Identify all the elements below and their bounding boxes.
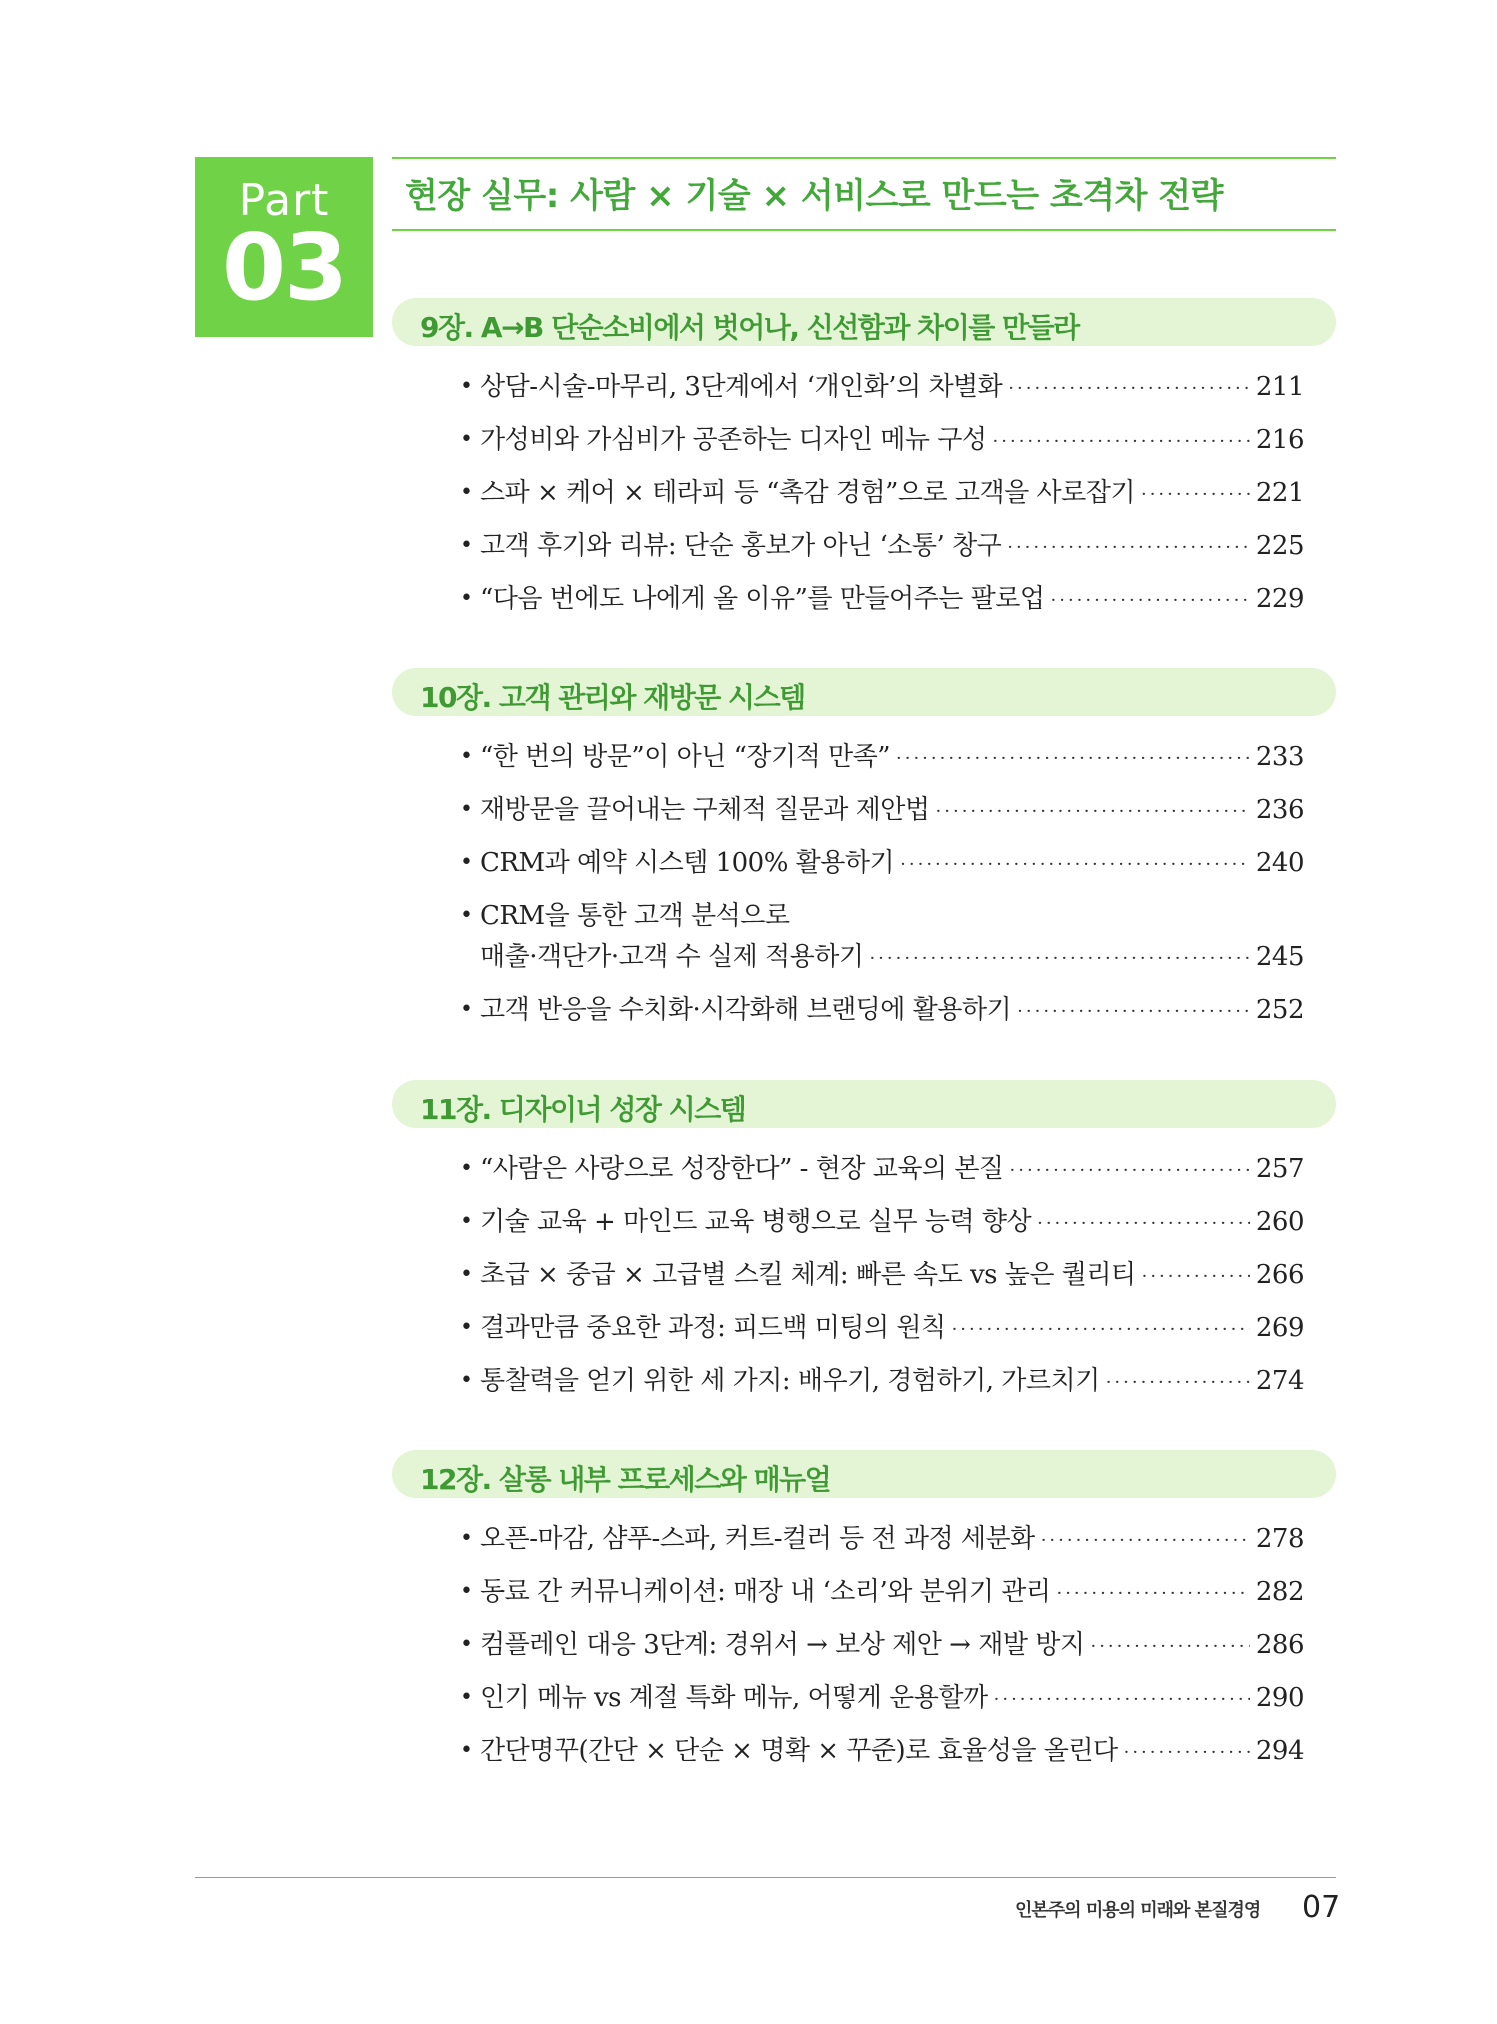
- dot-leader: [869, 944, 1249, 974]
- entry-page: 236: [1255, 795, 1304, 825]
- entry-page: 260: [1255, 1207, 1304, 1237]
- toc-entry: [460, 1152, 1304, 1186]
- entry-title: 간단명꾸(간단 × 단순 × 명확 × 꾸준)로 효율성을 올린다: [480, 1736, 1118, 1766]
- entry-page: 257: [1255, 1154, 1304, 1184]
- entry-title: CRM과 예약 시스템 100% 활용하기: [480, 848, 895, 878]
- dot-leader: [1056, 1579, 1249, 1609]
- part-badge: [195, 157, 373, 337]
- entry-title: 통찰력을 얻기 위한 세 가지: 배우기, 경험하기, 가르치기: [480, 1366, 1100, 1396]
- title-bottom-rule: [392, 229, 1336, 231]
- bullet: •: [460, 903, 473, 928]
- toc-entry: [480, 940, 1304, 974]
- entry-title: “사람은 사랑으로 성장한다” - 현장 교육의 본질: [480, 1154, 1004, 1184]
- bullet: •: [460, 1156, 473, 1181]
- dot-leader: [1007, 533, 1250, 563]
- bullet: •: [460, 533, 473, 558]
- entry-page: 286: [1255, 1630, 1304, 1660]
- dot-leader: [1008, 374, 1250, 404]
- bullet: •: [460, 1209, 473, 1234]
- entry-page: 290: [1255, 1683, 1304, 1713]
- entry-title: 재방문을 끌어내는 구체적 질문과 제안법: [480, 795, 930, 825]
- entry-page: 211: [1255, 372, 1304, 402]
- bullet: •: [460, 586, 473, 611]
- dot-leader: [994, 1685, 1250, 1715]
- part-number: 03: [221, 214, 347, 321]
- entry-title: 가성비와 가심비가 공존하는 디자인 메뉴 구성: [480, 425, 987, 455]
- entry-title: 오픈-마감, 샴푸-스파, 커트-컬러 등 전 과정 세분화: [480, 1524, 1035, 1554]
- entry-page: 266: [1255, 1260, 1304, 1290]
- chapter-title: 12장. 살롱 내부 프로세스와 매뉴얼: [420, 1463, 831, 1496]
- dot-leader: [993, 427, 1250, 457]
- toc-entry: [460, 1311, 1304, 1345]
- toc-entry: [460, 370, 1304, 404]
- entry-page: 240: [1255, 848, 1304, 878]
- chapter-heading: [392, 668, 1336, 716]
- bullet: •: [460, 374, 473, 399]
- toc-entry: [460, 1205, 1304, 1239]
- entry-title: 고객 반응을 수치화·시각화해 브랜딩에 활용하기: [480, 995, 1012, 1025]
- entry-page: 269: [1255, 1313, 1304, 1343]
- toc-entry: [460, 476, 1304, 510]
- dot-leader: [1037, 1209, 1250, 1239]
- dot-leader: [1142, 1262, 1250, 1292]
- bullet: •: [460, 427, 473, 452]
- entry-title: CRM을 통한 고객 분석으로: [480, 901, 790, 931]
- toc-entry-line1: [460, 899, 790, 933]
- footer-rule: [195, 1877, 1336, 1878]
- dot-leader: [900, 850, 1250, 880]
- dot-leader: [952, 1315, 1250, 1345]
- bullet: •: [460, 1738, 473, 1763]
- bullet: •: [460, 797, 473, 822]
- dot-leader: [896, 744, 1250, 774]
- entry-page: 294: [1255, 1736, 1304, 1766]
- entry-page: 221: [1255, 478, 1304, 508]
- bullet: •: [460, 997, 473, 1022]
- dot-leader: [1141, 480, 1250, 510]
- dot-leader: [1010, 1156, 1250, 1186]
- toc-entry: [460, 529, 1304, 563]
- bullet: •: [460, 1368, 473, 1393]
- chapter-title: 11장. 디자이너 성장 시스템: [420, 1093, 746, 1126]
- toc-entry: [460, 1681, 1304, 1715]
- part-label: Part: [238, 175, 330, 226]
- entry-title: 상담-시술-마무리, 3단계에서 ‘개인화’의 차별화: [480, 372, 1003, 402]
- bullet: •: [460, 850, 473, 875]
- part-title: 현장 실무: 사람 × 기술 × 서비스로 만드는 초격차 전략: [405, 176, 1223, 216]
- entry-page: 225: [1255, 531, 1304, 561]
- entry-page: 282: [1255, 1577, 1304, 1607]
- bullet: •: [460, 1526, 473, 1551]
- entry-title: “다음 번에도 나에게 올 이유”를 만들어주는 팔로업: [480, 584, 1045, 614]
- entry-title: 결과만큼 중요한 과정: 피드백 미팅의 원칙: [480, 1313, 946, 1343]
- entry-page: 216: [1255, 425, 1304, 455]
- dot-leader: [1124, 1738, 1250, 1768]
- bullet: •: [460, 1262, 473, 1287]
- bullet: •: [460, 480, 473, 505]
- entry-page: 229: [1255, 584, 1304, 614]
- toc-entry: [460, 1522, 1304, 1556]
- toc-entry: [460, 793, 1304, 827]
- entry-page: 252: [1255, 995, 1304, 1025]
- chapter-heading: [392, 1080, 1336, 1128]
- entry-title-continued: 매출·객단가·고객 수 실제 적용하기: [480, 942, 864, 972]
- entry-title: 기술 교육 + 마인드 교육 병행으로 실무 능력 향상: [480, 1207, 1032, 1237]
- toc-entry: [460, 1575, 1304, 1609]
- entry-page: 245: [1255, 942, 1304, 972]
- toc-entry: [460, 1364, 1304, 1398]
- entry-title: 동료 간 커뮤니케이션: 매장 내 ‘소리’와 분위기 관리: [480, 1577, 1051, 1607]
- entry-page: 274: [1255, 1366, 1304, 1396]
- toc-entry: [460, 846, 1304, 880]
- chapter-heading: [392, 1450, 1336, 1498]
- dot-leader: [1017, 997, 1250, 1027]
- entry-title: “한 번의 방문”이 아닌 “장기적 만족”: [480, 742, 890, 772]
- dot-leader: [1041, 1526, 1250, 1556]
- toc-entry: [460, 582, 1304, 616]
- bullet: •: [460, 744, 473, 769]
- toc-entry: [460, 1258, 1304, 1292]
- toc-entry: [460, 1628, 1304, 1662]
- title-top-rule: [392, 157, 1336, 159]
- toc-entry: [460, 740, 1304, 774]
- dot-leader: [1106, 1368, 1250, 1398]
- chapter-title: 10장. 고객 관리와 재방문 시스템: [420, 681, 805, 714]
- chapter-title: 9장. A→B 단순소비에서 벗어나, 신선함과 차이를 만들라: [420, 311, 1079, 344]
- entry-title: 컴플레인 대응 3단계: 경위서 → 보상 제안 → 재발 방지: [480, 1630, 1085, 1660]
- bullet: •: [460, 1315, 473, 1340]
- bullet: •: [460, 1685, 473, 1710]
- entry-title: 스파 × 케어 × 테라피 등 “촉감 경험”으로 고객을 사로잡기: [480, 478, 1135, 508]
- bullet: •: [460, 1579, 473, 1604]
- bullet: •: [460, 1632, 473, 1657]
- entry-title: 고객 후기와 리뷰: 단순 홍보가 아닌 ‘소통’ 창구: [480, 531, 1002, 561]
- chapter-heading: [392, 298, 1336, 346]
- dot-leader: [1090, 1632, 1249, 1662]
- toc-entry: [460, 423, 1304, 457]
- entry-page: 278: [1255, 1524, 1304, 1554]
- dot-leader: [936, 797, 1250, 827]
- dot-leader: [1051, 586, 1250, 616]
- toc-entry: [460, 993, 1304, 1027]
- entry-title: 초급 × 중급 × 고급별 스킬 체계: 빠른 속도 vs 높은 퀄리티: [480, 1260, 1136, 1290]
- footer-page-number: 07: [1302, 1890, 1341, 1925]
- entry-title: 인기 메뉴 vs 계절 특화 메뉴, 어떻게 운용할까: [480, 1683, 988, 1713]
- entry-page: 233: [1255, 742, 1304, 772]
- toc-entry: [460, 1734, 1304, 1768]
- footer-book-title: 인본주의 미용의 미래와 본질경영: [1015, 1900, 1261, 1921]
